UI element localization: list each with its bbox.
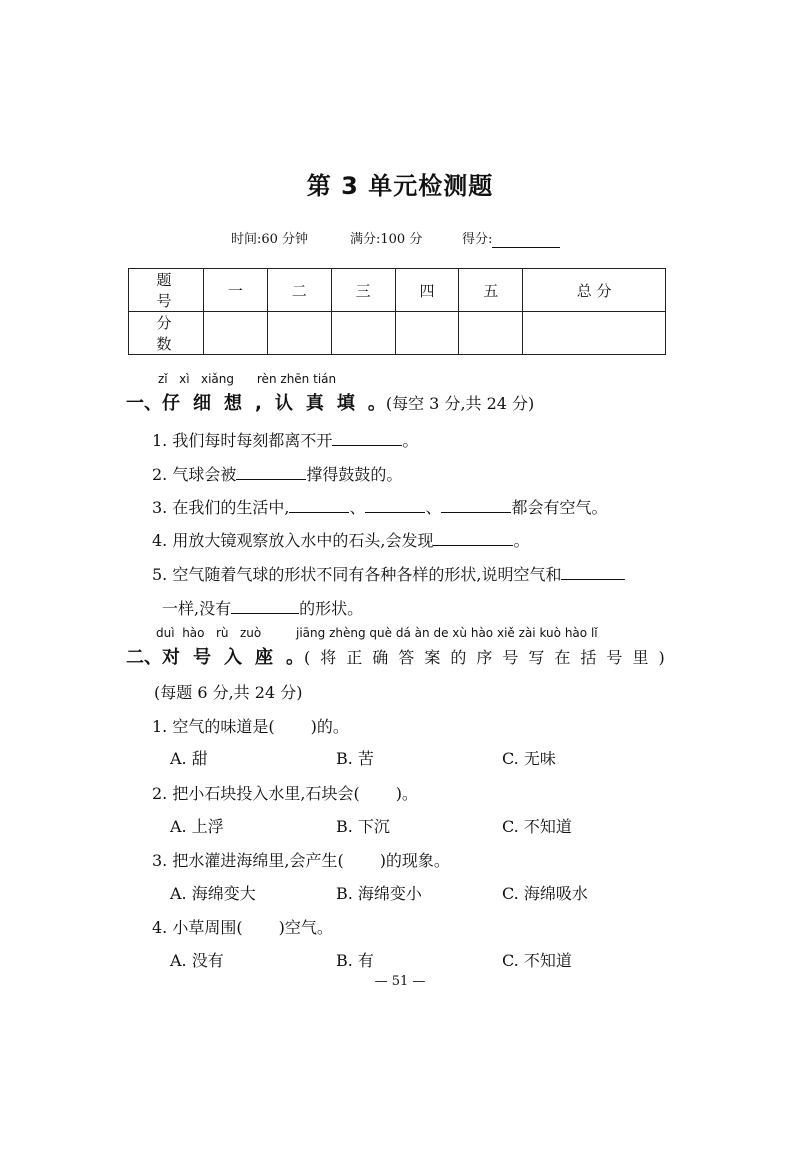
score-input-4[interactable] <box>395 312 459 355</box>
table-cell-total: 总 分 <box>523 269 666 312</box>
table-cell-score-label: 分 数 <box>129 312 204 355</box>
question-1-2 <box>152 462 402 485</box>
score-input-5[interactable] <box>459 312 523 355</box>
pinyin: jiāng <box>296 626 326 640</box>
heading-end: 。 <box>286 647 304 668</box>
table-cell-question-number: 题 号 <box>129 269 204 312</box>
option-2-4-a: A. 没有 <box>170 951 224 970</box>
instruction-char: 答 <box>398 648 425 667</box>
score-table-score-row <box>129 312 666 355</box>
question-1-4 <box>152 528 529 551</box>
option-2-2-a: A. 上浮 <box>170 817 224 836</box>
pinyin: hào <box>564 626 588 640</box>
option-2-3-a: A. 海绵变大 <box>170 884 256 903</box>
answer-blank[interactable] <box>441 496 511 513</box>
question-text: 都会有空气。 <box>511 498 608 517</box>
pinyin: de <box>433 626 449 640</box>
pinyin: zài <box>518 626 536 640</box>
heading-char: 号 <box>193 647 224 668</box>
section1-note: (每空 3 分,共 24 分) <box>385 394 535 413</box>
pinyin: hào <box>182 626 205 640</box>
question-text: 2. 把小石块投入水里,石块会( <box>152 784 360 803</box>
pinyin: zhēn <box>280 372 310 386</box>
pinyin: hào <box>470 626 494 640</box>
section2-pinyin-left <box>156 626 261 640</box>
heading-char: 真 <box>305 393 337 414</box>
option-2-2-b: B. 下沉 <box>336 817 390 836</box>
question-text: 撑得鼓鼓的。 <box>306 465 403 484</box>
question-text: 。 <box>513 531 530 550</box>
pinyin: rù <box>215 626 229 640</box>
question-text: 3. 在我们的生活中, <box>152 498 290 517</box>
question-1-1 <box>152 428 418 451</box>
option-2-4-c: C. 不知道 <box>502 951 572 970</box>
question-1-5 <box>152 562 625 585</box>
heading-char: , <box>255 393 275 414</box>
pinyin: zǐ <box>158 372 168 386</box>
pinyin: duì <box>156 626 175 640</box>
pinyin: rèn <box>256 372 277 386</box>
table-cell-section-5: 五 <box>459 269 523 312</box>
paren: ( <box>304 648 321 667</box>
pinyin: què <box>369 626 393 640</box>
paren: ) <box>658 648 675 667</box>
pinyin: tián <box>313 372 337 386</box>
score-input-1[interactable] <box>204 312 268 355</box>
option-2-3-b: B. 海绵变小 <box>336 884 422 903</box>
question-text: )空气。 <box>278 918 333 937</box>
question-text: 1. 我们每时每刻都离不开 <box>152 431 333 450</box>
score-blank[interactable] <box>492 232 560 248</box>
option-2-3-c: C. 海绵吸水 <box>502 884 588 903</box>
question-text: )的。 <box>310 717 349 736</box>
question-text: 1. 空气的味道是( <box>152 717 275 736</box>
question-text: 、 <box>425 498 442 517</box>
heading-char: 仔 <box>162 393 193 414</box>
section1-heading <box>126 389 534 415</box>
option-2-4-b: B. 有 <box>336 951 374 970</box>
table-cell-section-4: 四 <box>395 269 459 312</box>
question-2-1 <box>152 714 349 737</box>
question-2-2 <box>152 781 418 804</box>
heading-char: 对 <box>162 647 193 668</box>
instruction-char: 号 <box>502 648 529 667</box>
section2-note: (每题 6 分,共 24 分) <box>154 683 303 702</box>
answer-blank[interactable] <box>236 463 306 480</box>
answer-blank[interactable] <box>289 496 349 513</box>
question-text: 4. 用放大镜观察放入水中的石头,会发现 <box>152 531 434 550</box>
question-text: )。 <box>395 784 418 803</box>
answer-blank[interactable] <box>561 563 625 580</box>
score-field <box>462 228 560 248</box>
section1-pinyin <box>158 372 336 386</box>
pinyin: xiě <box>496 626 515 640</box>
pinyin: zuò <box>239 626 262 640</box>
instruction-char: 在 <box>554 648 581 667</box>
instruction-char: 括 <box>580 648 607 667</box>
answer-blank[interactable] <box>231 597 299 614</box>
instruction-char: 案 <box>424 648 451 667</box>
score-input-3[interactable] <box>331 312 395 355</box>
question-text: 、 <box>349 498 366 517</box>
pinyin: xì <box>179 372 190 386</box>
pinyin: dá <box>395 626 411 640</box>
heading-char: 认 <box>274 393 306 414</box>
question-2-4 <box>152 915 333 938</box>
option-2-2-c: C. 不知道 <box>502 817 572 836</box>
section-number: 一、 <box>126 393 162 414</box>
question-2-3 <box>152 848 450 871</box>
score-input-2[interactable] <box>267 312 331 355</box>
question-text: )的现象。 <box>379 851 450 870</box>
question-text: 2. 气球会被 <box>152 465 237 484</box>
instruction-char: 里 <box>632 648 659 667</box>
answer-blank[interactable] <box>365 496 425 513</box>
pinyin: àn <box>414 626 430 640</box>
question-text: 3. 把水灌进海绵里,会产生( <box>152 851 344 870</box>
option-2-1-c: C. 无味 <box>502 749 556 768</box>
question-text: 一样,没有 <box>162 599 232 618</box>
answer-blank[interactable] <box>332 429 402 446</box>
instruction-char: 序 <box>476 648 503 667</box>
question-1-5-continued <box>162 596 363 619</box>
heading-char: 入 <box>224 647 255 668</box>
option-2-1-b: B. 苦 <box>336 749 374 768</box>
section2-heading <box>126 643 675 669</box>
instruction-char: 将 <box>320 648 347 667</box>
table-cell-section-1: 一 <box>204 269 268 312</box>
pinyin: kuò <box>539 626 561 640</box>
heading-end: 。 <box>367 393 386 414</box>
score-table <box>128 268 666 355</box>
pinyin: xù <box>452 626 468 640</box>
instruction-char: 号 <box>606 648 633 667</box>
question-text: 。 <box>402 431 419 450</box>
question-text: 的形状。 <box>299 599 364 618</box>
instruction-char: 的 <box>450 648 477 667</box>
section-number: 二、 <box>126 647 162 668</box>
heading-char: 填 <box>336 393 368 414</box>
question-text: 4. 小草周围( <box>152 918 243 937</box>
full-score-label: 满分:100 分 <box>350 232 423 247</box>
score-table-header-row <box>129 269 666 312</box>
pinyin: zhèng <box>329 626 366 640</box>
instruction-char: 正 <box>346 648 373 667</box>
pinyin: xiǎng <box>200 372 234 386</box>
option-2-1-a: A. 甜 <box>170 749 208 768</box>
heading-char: 细 <box>193 393 224 414</box>
page-number: — 51 — <box>374 974 426 989</box>
answer-blank[interactable] <box>433 529 513 546</box>
section2-pinyin-right <box>296 626 598 640</box>
time-label: 时间:60 分钟 <box>231 232 309 247</box>
table-cell-section-2: 二 <box>267 269 331 312</box>
page-title: 第 3 单元检测题 <box>306 172 494 200</box>
score-label: 得分: <box>462 232 493 247</box>
question-1-3 <box>152 495 608 518</box>
heading-char: 想 <box>224 393 255 414</box>
instruction-char: 写 <box>528 648 555 667</box>
heading-char: 座 <box>255 647 286 668</box>
question-text: 5. 空气随着气球的形状不同有各种各样的形状,说明空气和 <box>152 565 562 584</box>
score-input-total[interactable] <box>523 312 666 355</box>
table-cell-section-3: 三 <box>331 269 395 312</box>
pinyin: lǐ <box>590 626 598 640</box>
instruction-char: 确 <box>372 648 399 667</box>
